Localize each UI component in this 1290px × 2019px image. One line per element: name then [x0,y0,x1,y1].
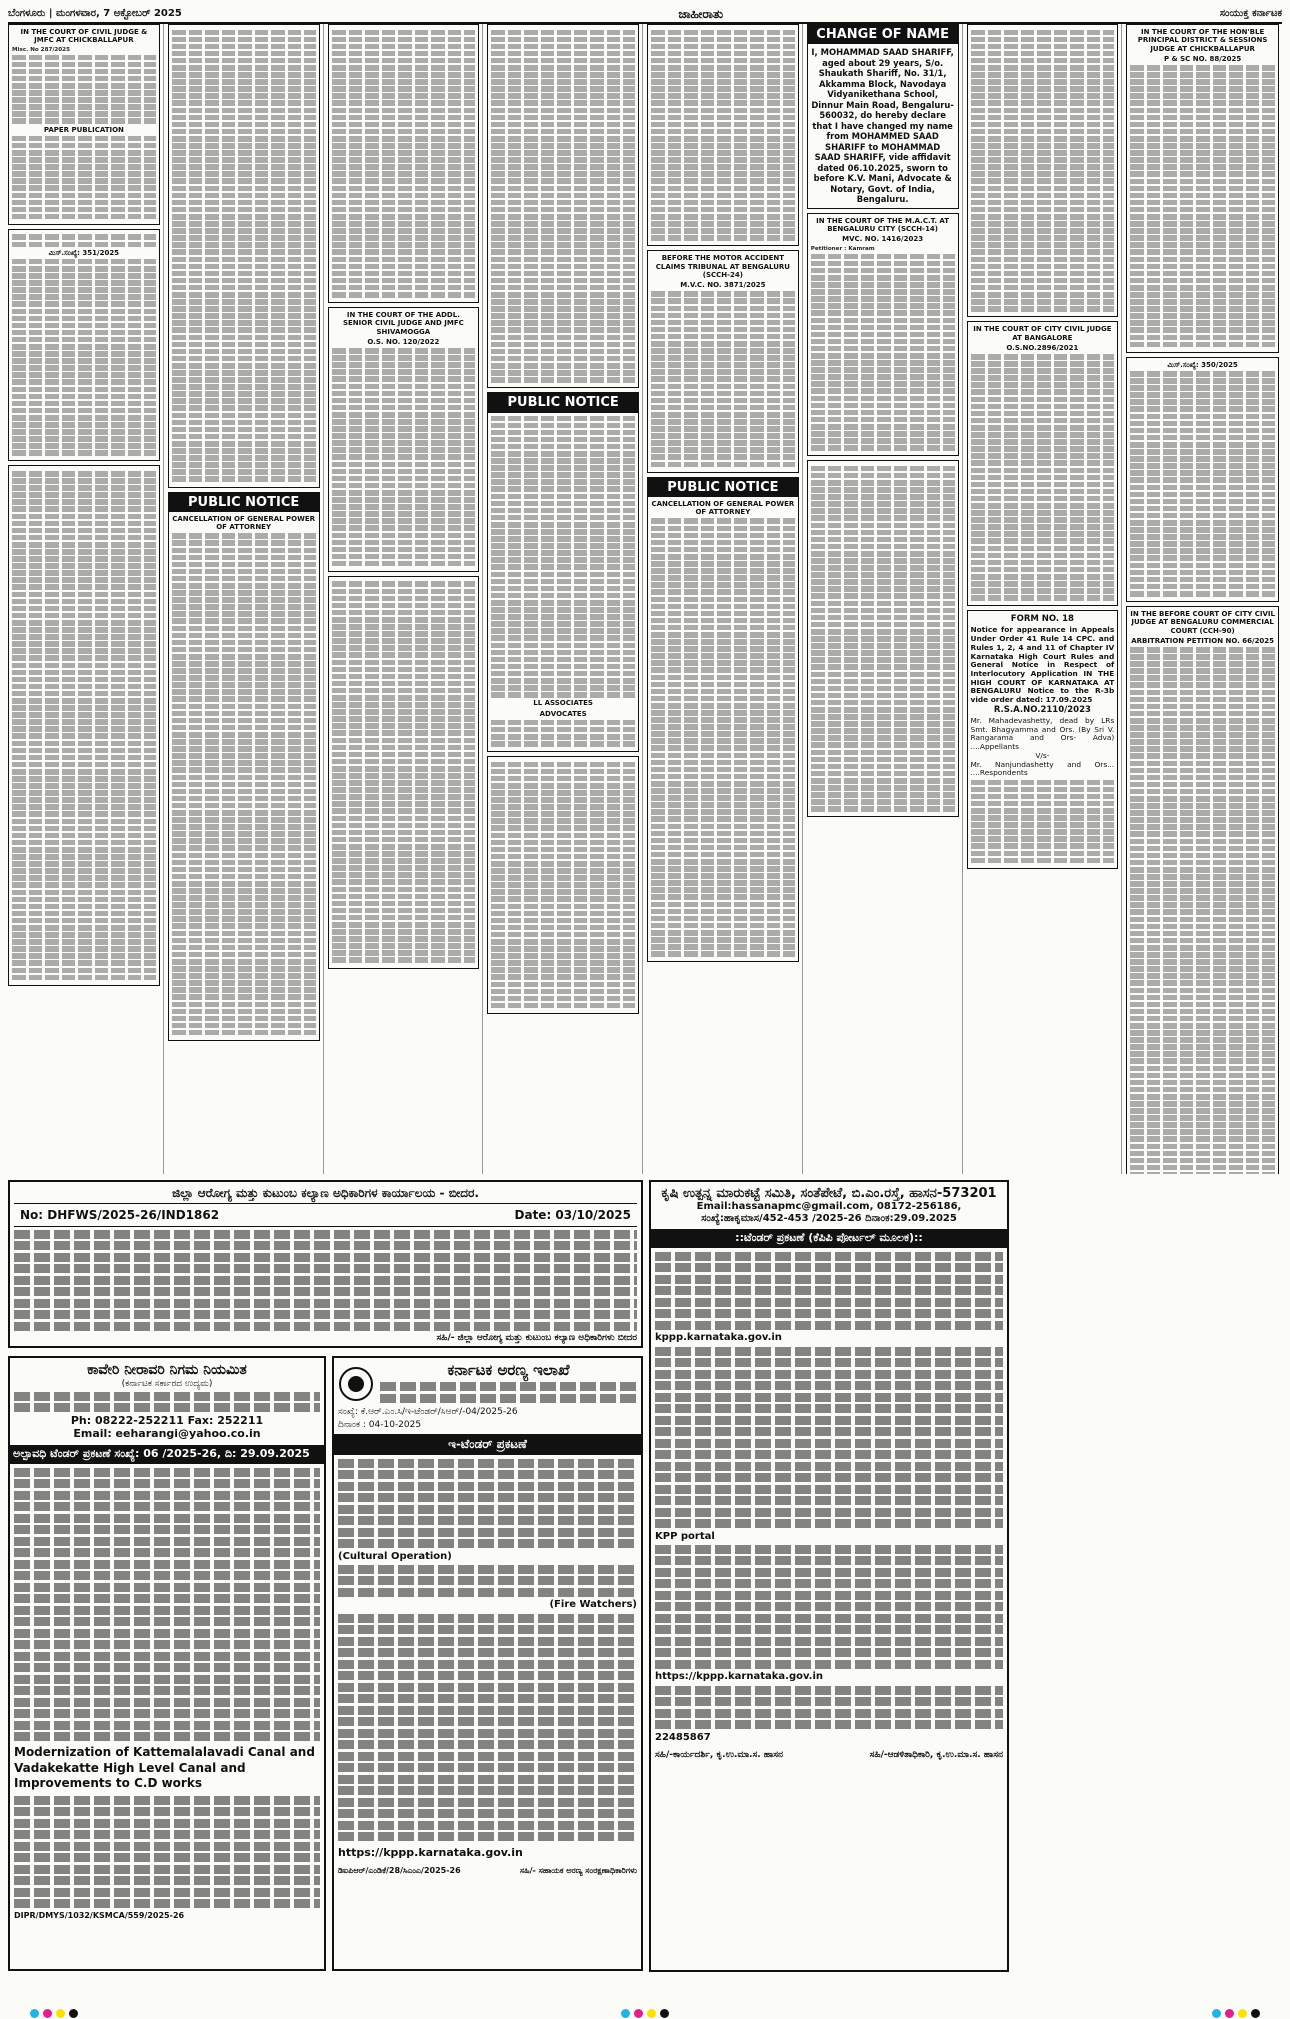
tender-number: No: DHFWS/2025-26/IND1862 [20,1208,220,1223]
ad-kannada-notice-5 [487,756,639,1014]
magenta-dot [1225,2009,1234,2018]
ad-title: CHANGE OF NAME [808,25,958,44]
ad-signature-2: ಸಹಿ/-ಆಡಳಿತಾಧಿಕಾರಿ, ಕೃ.ಉ.ಮಾ.ಸ. ಹಾಸನ [869,1749,1003,1760]
masthead-paper: ಸಂಯುಕ್ತ ಕರ್ನಾಟಕ [1219,8,1282,20]
masthead-date: ಬೆಂಗಳೂರು | ಮಂಗಳವಾರ, 7 ಅಕ್ಟೋಬರ್ 2025 [8,8,182,20]
ad-title: ಕೃಷಿ ಉತ್ಪನ್ನ ಮಾರುಕಟ್ಟೆ ಸಮಿತಿ, ಸಂತೆಪೇಟೆ, ಬಿ.ಎಂ.ರಸ್ತೆ, ಹಾಸನ-573201 [661,1186,997,1201]
color-dots-right [1212,2009,1260,2018]
ad-title: IN THE COURT OF CITY CIVIL JUDGE AT BANGALORE [973,325,1112,342]
magenta-dot [43,2009,52,2018]
government-emblem-icon [338,1366,374,1402]
ad-title: ಕಾವೇರಿ ನೀರಾವರಿ ನಿಗಮ ನಿಯಮಿತ [87,1362,247,1378]
ad-link[interactable]: https://kppp.karnataka.gov.in [338,1846,523,1860]
ad-case-no: R.S.A.NO.2110/2023 [993,704,1091,715]
ad-kannada-notice-7 [807,460,959,817]
ad-os-120 [328,307,480,572]
column-4 [487,24,643,1174]
ad-case-no: O.S. NO. 120/2022 [367,337,440,346]
ad-fire-watchers: (Fire Watchers) [549,1599,637,1611]
ad-body: Notice for appearance in Appeals Under Order 41 Rule 14 CPC. and Rules 1, 2, 4 and 11 of Chapter IV Karnataka High Court Rules and General Notice in Respect of Interlocutory Application IN THE HIGH COURT OF KARNATAKA AT BENGALURU Notice to the R-3b vide order dated: 17.09.2025 [970,625,1115,705]
ad-title: IN THE COURT OF THE ADDL. SENIOR CIVIL JUDGE AND JMFC SHIVAMOGGA [342,311,464,336]
black-dot [660,2009,669,2018]
ad-title: PUBLIC NOTICE [648,478,798,497]
column-7 [967,24,1123,1174]
column-6 [807,24,963,1174]
ad-phone: Ph: 08222-252211 Fax: 252211 [70,1413,264,1427]
ad-date-row [338,1420,637,1431]
ad-title: ಜಿಲ್ಲಾ ಆರೋಗ್ಯ ಮತ್ತು ಕುಟುಂಬ ಕಲ್ಯಾಣ ಅಧಿಕಾರಿಗಳ ಕಾರ್ಯಾಲಯ - ಬೀದರ. [14,1186,637,1204]
ad-title: IN THE COURT OF THE HON'BLE PRINCIPAL DISTRICT & SESSIONS JUDGE AT CHICKBALLAPUR [1137,28,1268,53]
ad-kannada-notice-4 [487,24,639,388]
tender-date: Date: 03/10/2025 [514,1208,631,1223]
column-5 [647,24,803,1174]
masthead-section: ಜಾಹೀರಾತು [678,6,724,21]
ad-link-2[interactable]: https://kppp.karnataka.gov.in [655,1671,824,1683]
ad-case-no: M.V.C. NO. 3871/2025 [680,281,766,290]
ad-kannada-notice [168,24,320,488]
yellow-dot [56,2009,65,2018]
column-8 [1126,24,1282,1174]
ad-hon-court [1126,24,1279,353]
registration-marks [0,2007,1290,2019]
ad-kannada-notice-8 [967,24,1119,317]
ad-footer [338,1866,637,1875]
ad-number: ಸಂಖ್ಯೆ: ಕೆ.ಆರ್.ಎಂ.ಸಿ/ಇ-ಟೆಂಡರ್/ಸಿಆರ್/-04/2025-26 [338,1407,518,1418]
color-dots-left [30,2009,78,2018]
ad-footer [655,1750,1003,1761]
ad-signature: ಸಹಿ/- ಸಹಾಯಕ ಅರಣ್ಯ ಸಂರಕ್ಷಣಾಧಿಕಾರಿಗಳು [519,1866,637,1876]
ad-cauvery-neeravari-tender [8,1356,326,1971]
ad-number: ಸಂಖ್ಯೆ:ಹಾಕೃಮಾಸ/452-453 /2025-26 ದಿನಾಂಕ:29.09.2025 [701,1213,957,1225]
ad-subtitle: (ಕರ್ನಾಟಕ ಸರ್ಕಾರದ ಉದ್ಯಮ) [121,1378,213,1389]
ad-hassan-apmc-tender [649,1180,1009,1972]
black-dot [69,2009,78,2018]
ad-public-notice-1 [168,492,320,1041]
ad-mvc-1416 [807,213,959,456]
ad-case-no: MVC. NO. 1416/2023 [842,235,924,244]
ad-kannada-misc-2 [328,576,480,969]
ad-title: ಕರ್ನಾಟಕ ಅರಣ್ಯ ಇಲಾಖೆ [447,1361,570,1379]
ad-title: PUBLIC NOTICE [488,393,638,412]
ad-karnataka-forest-tender [332,1356,643,1971]
ad-public-notice-2 [487,392,639,752]
ad-email: Email: eeharangi@yahoo.co.in [73,1426,261,1440]
ad-tender-bar: ಇ-ಟೆಂಡರ್ ಪ್ರಕಟಣೆ [334,1434,641,1454]
ad-subtitle: CANCELLATION OF GENERAL POWER OF ATTORNEY [172,514,316,532]
black-dot [1251,2009,1260,2018]
classifieds-grid [8,24,1282,1174]
ad-case-no: O.S.NO.2896/2021 [1006,343,1079,352]
magenta-dot [634,2009,643,2018]
ad-dipr-code: ಡಿಐಪಿಆರ್/ಎಂಡಿಕೆ/28/ಸಿಎಂಎ/2025-26 [338,1866,461,1876]
ad-case-no: ARBITRATION PETITION NO. 66/2025 [1131,636,1275,645]
ad-signature: ಸಹಿ/- ಜಿಲ್ಲಾ ಆರೋಗ್ಯ ಮತ್ತು ಕುಟುಂಬ ಕಲ್ಯಾಣ ಅಧಿಕಾರಿಗಳು ಬೀದರ [436,1333,637,1344]
ad-portal: KPP portal [655,1530,715,1542]
ad-case-no: ಮಿಸ್‌.ಸಂಖ್ಯೆ: 351/2025 [48,248,120,257]
ad-case-no: Misc. No 287/2025 [12,46,70,53]
cyan-dot [30,2009,39,2018]
ad-title: FORM NO. 18 [1010,614,1074,625]
lower-ads-block [8,1180,1282,1990]
ad-project-name: Modernization of Kattemalalavadi Canal and Vadakekatte High Level Canal and Improvements to C.D works [14,1745,315,1791]
column-1 [8,24,164,1174]
ad-dipr-code: DIPR/DMYS/1032/KSMCA/559/2025-26 [14,1910,185,1920]
ad-form-18 [967,610,1119,868]
tender-number-row [14,1204,637,1227]
ad-case-no: P & SC NO. 88/2025 [1163,54,1242,63]
ad-title: IN THE BEFORE COURT OF CITY CIVIL JUDGE AT BENGALURU COMMERCIAL COURT (CCH-90) [1130,610,1275,635]
ad-court-chickballapur [8,24,160,225]
column-3 [328,24,484,1174]
ad-title: PUBLIC NOTICE [169,493,319,512]
ad-city-civil-2896 [967,321,1119,606]
ad-arbitration [1126,606,1279,1174]
ad-title: BEFORE THE MOTOR ACCIDENT CLAIMS TRIBUNAL AT BENGALURU (SCCH-24) [655,254,790,279]
ad-link[interactable]: kppp.karnataka.gov.in [655,1332,782,1344]
ad-tender-bar: ಅಲ್ಪಾವಧಿ ಟೆಂಡರ್ ಪ್ರಕಟಣೆ ಸಂಖ್ಯೆ: 06 /2025-26, ದಿ: 29.09.2025 [10,1445,324,1464]
cyan-dot [1212,2009,1221,2018]
yellow-dot [1238,2009,1247,2018]
ad-misc-350 [1126,357,1279,602]
color-dots-center [621,2009,669,2018]
advocate-sub: ADVOCATES [539,709,587,718]
ad-subtitle: PAPER PUBLICATION [43,125,124,134]
ad-case-no: ಮಿಸ್‌.ಸಂಖ್ಯೆ: 350/2025 [1167,360,1238,369]
ad-body: I, MOHAMMAD SAAD SHARIFF, aged about 29 years, S/o. Shaukath Shariff, No. 31/1, Akkamma Block, Navodaya Vidyanikethana School, Dinnur Main Road, Bengaluru-560032, do hereby declare that I have changed my name from MOHAMMED SAAD SHARIFF to MOHAMMAD SAAD SHARIFF, vide affidavit dated 06.10.2025, sworn to before K.V. Mani, Advocate & Notary, Govt. of India, Bengaluru. [811,47,954,205]
ad-kannada-court [8,465,160,985]
ad-misc-351 [8,229,160,462]
ad-title: IN THE COURT OF THE M.A.C.T. AT BENGALURU CITY (SCCH-14) [816,216,950,234]
ad-subtitle: CANCELLATION OF GENERAL POWER OF ATTORNEY [651,499,795,517]
ad-tender-bar: ::ಟೆಂಡರ್ ಪ್ರಕಟಣೆ (ಕೆಪಿಪಿ ಪೋರ್ಟಲ್ ಮೂಲಕ):: [651,1229,1007,1248]
column-2 [168,24,324,1174]
ad-bidar-health-tender [8,1180,643,1348]
advocate-name: LL ASSOCIATES [533,699,593,708]
ad-date: ದಿನಾಂಕ : 04-10-2025 [338,1419,422,1430]
ad-signature-1: ಸಹಿ/-ಕಾರ್ಯದರ್ಶಿ, ಕೃ.ಉ.ಮಾ.ಸ. ಹಾಸನ [655,1749,784,1760]
masthead [8,6,1282,24]
ad-kannada-notice-6 [647,24,799,246]
ad-appellants: Mr. Mahadevashetty, dead by LRs Smt. Bhagyamma and Ors. (By Sri V. Rangarama and Ors- Adva) ....Appellants [970,715,1115,752]
ad-phone: 22485867 [655,1731,711,1743]
ad-public-notice-3 [647,477,799,963]
ad-number-row [338,1407,637,1418]
ad-petitioner: Petitioner : Kamram [810,245,875,252]
ad-mact-3871 [647,250,799,472]
ad-respondents: Mr. Nanjundashetty and Ors... ....Respondents [970,759,1115,778]
ad-email: Email:hassanapmc@gmail.com, 08172-256186, [696,1201,962,1213]
ad-kannada-misc [328,24,480,303]
ad-title: IN THE COURT OF CIVIL JUDGE & JMFC AT CHICKBALLAPUR [20,28,148,45]
cyan-dot [621,2009,630,2018]
ad-versus: V/s- [1035,750,1050,760]
ad-change-of-name [807,24,959,209]
yellow-dot [647,2009,656,2018]
ad-cultural-op: (Cultural Operation) [338,1550,452,1562]
